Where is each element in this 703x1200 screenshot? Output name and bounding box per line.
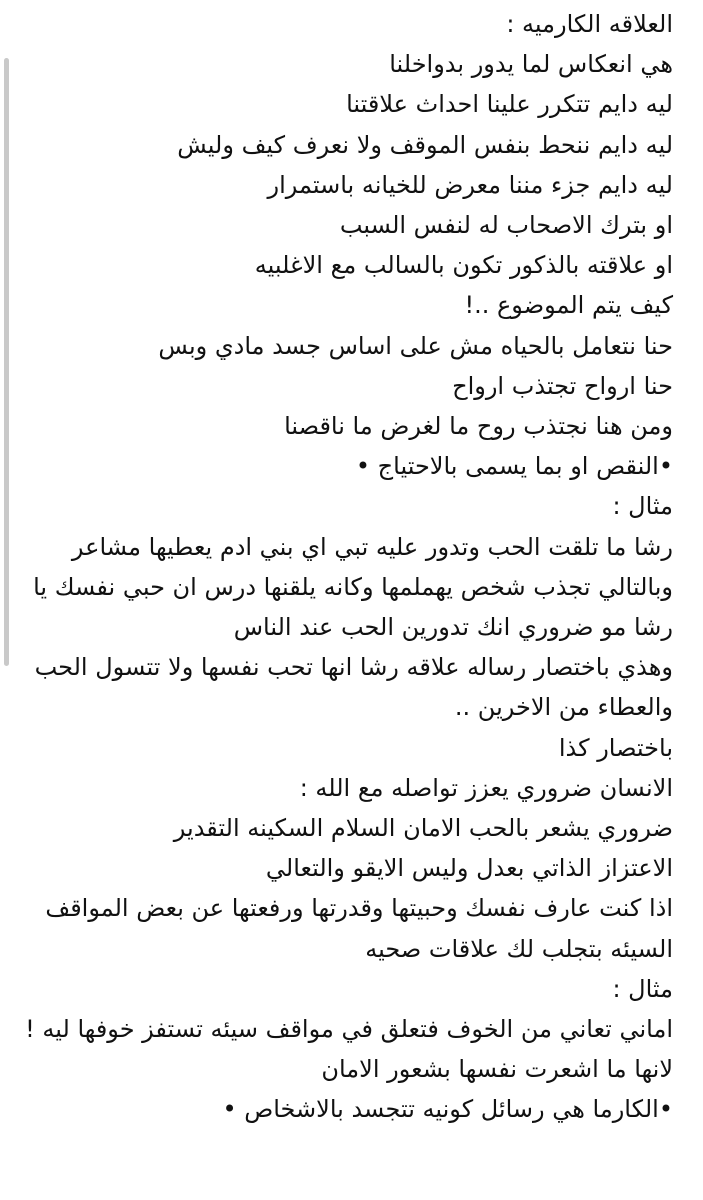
note-line: ومن هنا نجتذب روح ما لغرض ما ناقصنا: [284, 412, 673, 441]
note-line: الاعتزاز الذاتي بعدل وليس الايقو والتعالي: [265, 854, 673, 883]
note-line: الانسان ضروري يعزز تواصله مع الله :: [299, 773, 673, 802]
note-line: العلاقه الكارميه :: [506, 10, 673, 38]
note-line: وبالتالي تجذب شخص يهملمها وكانه يلقنها درس ان حبي نفسك يا رشا مو ضروري انك تدورين الحب عند الناس: [25, 572, 673, 642]
note-line: •الكارما هي رسائل كونيه تتجسد بالاشخاص •: [222, 1095, 673, 1124]
note-line: ضروري يشعر بالحب الامان السلام السكينه التقدير: [173, 814, 673, 843]
note-body[interactable]: [23, 4, 673, 1130]
note-line: لانها ما اشعرت نفسها بشعور الامان: [321, 1055, 673, 1084]
note-line: رشا ما تلقت الحب وتدور عليه تبي اي بني ادم يعطيها مشاعر: [71, 532, 673, 561]
note-line: حنا نتعامل بالحياه مش على اساس جسد مادي وبس: [158, 331, 673, 360]
note-line: مثال :: [612, 974, 673, 1003]
note-line: اذا كنت عارف نفسك وحبيتها وقدرتها ورفعتها عن بعض المواقف السيئه بتجلب لك علاقات صحيه: [37, 894, 673, 963]
note-line: كيف يتم الموضوع ..!: [464, 291, 673, 320]
note-line: ليه دايم ننحط بنفس الموقف ولا نعرف كيف وليش: [177, 130, 673, 159]
scrollbar[interactable]: [4, 58, 9, 666]
note-line: او علاقته بالذكور تكون بالسالب مع الاغلبيه: [254, 251, 673, 280]
note-line: حنا ارواح تجتذب ارواح: [452, 371, 673, 400]
note-line: •النقص او بما يسمى بالاحتياج •: [355, 452, 673, 481]
note-line: ليه دايم جزء مننا معرض للخيانه باستمرار: [267, 170, 673, 199]
note-line: مثال :: [612, 492, 673, 521]
note-line: اماني تعاني من الخوف فتعلق في مواقف سيئه تستفز خوفها ليه !: [25, 1015, 673, 1044]
note-line: او بترك الاصحاب له لنفس السبب: [339, 211, 673, 240]
note-line: هي انعكاس لما يدور بدواخلنا: [389, 50, 673, 79]
note-line: باختصار كذا: [558, 733, 673, 762]
note-line: ليه دايم تتكرر علينا احداث علاقتنا: [346, 90, 673, 119]
note-line: وهذي باختصار رساله علاقه رشا انها تحب نفسها ولا تتسول الحب والعطاء من الاخرين ..: [26, 653, 673, 722]
